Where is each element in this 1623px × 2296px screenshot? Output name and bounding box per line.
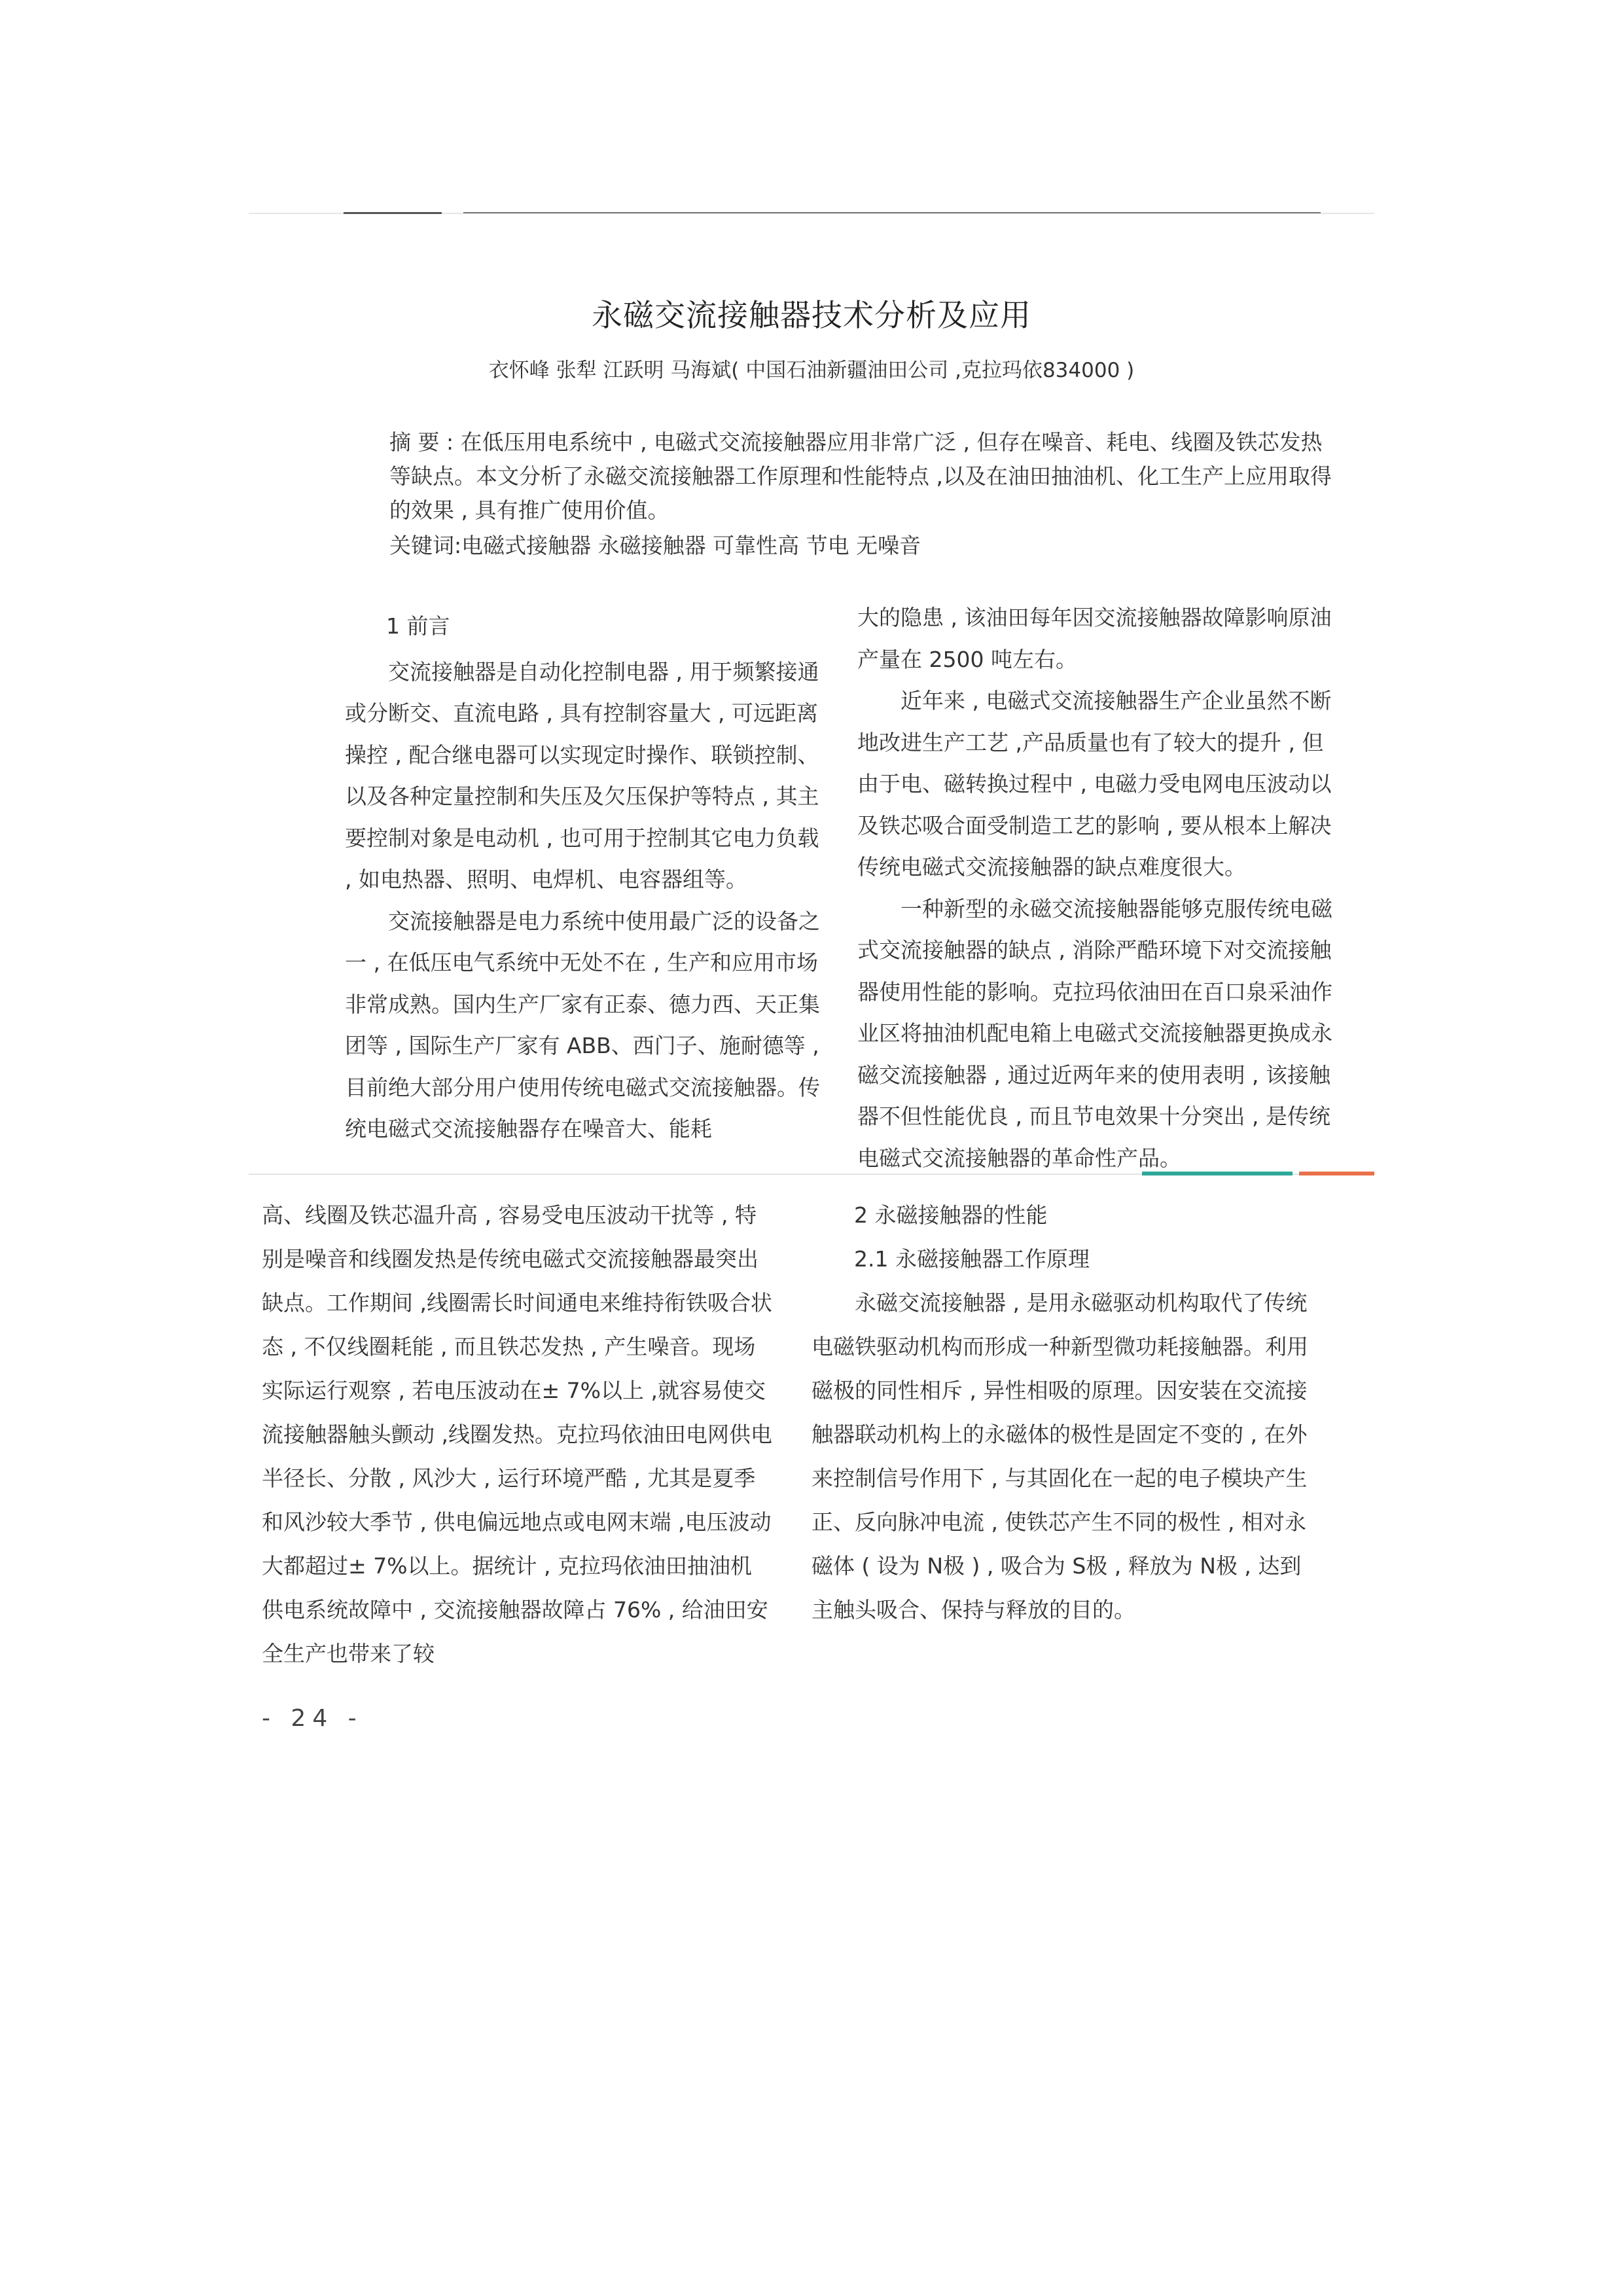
abstract-text: 摘 要 : 在低压用电系统中 , 电磁式交流接触器应用非常广泛 , 但存在噪音、耗电、线圈及铁芯发热等缺点。本文分析了永磁交流接触器工作原理和性能特点 ,以及在油田抽油机、化工生产上应用取得的效果 , 具有推广使用价值。 <box>389 429 1332 523</box>
abstract-block <box>389 425 1332 563</box>
header-rule-segment-left <box>344 212 442 214</box>
section-2-heading: 2 永磁接触器的性能 <box>854 1202 1048 1228</box>
column-upper-right <box>857 597 1338 1179</box>
paragraph: 交流接触器是自动化控制电器 , 用于频繁接通或分断交、直流电路 , 具有控制容量大 , 可远距离操控 , 配合继电器可以实现定时操作、联锁控制、以及各种定量控制和失压及欠压保护等特点 , 其主要控制对象是电动机 , 也可用于控制其它电力负载 , 如电热器、照明、电焊机、电容器组等。 <box>345 658 819 892</box>
accent-bar-teal <box>1142 1172 1293 1175</box>
section-2-1-heading: 2.1 永磁接触器工作原理 <box>854 1246 1090 1272</box>
paragraph: 近年来 , 电磁式交流接触器生产企业虽然不断地改进生产工艺 ,产品质量也有了较大的提升 , 但由于电、磁转换过程中 , 电磁力受电网电压波动以及铁芯吸合面受制造工艺的影响 , 要从根本上解决传统电磁式交流接触器的缺点难度很大。 <box>857 688 1332 880</box>
section-1-heading: 1 前言 <box>386 613 450 639</box>
keywords: 关键词:电磁式接触器 永磁接触器 可靠性高 节电 无噪音 <box>389 533 921 558</box>
article-title: 永磁交流接触器技术分析及应用 <box>592 298 1031 334</box>
column-lower-right <box>812 1193 1322 1632</box>
paragraph: 大的隐患 , 该油田每年因交流接触器故障影响原油产量在 2500 吨左右。 <box>857 605 1332 672</box>
header-rule-segment-right <box>463 212 1321 213</box>
paragraph: 永磁交流接触器 , 是用永磁驱动机构取代了传统电磁铁驱动机构而形成一种新型微功耗接触器。利用磁极的同性相斥 , 异性相吸的原理。因安装在交流接触器联动机构上的永磁体的极性是固定不变的 , 在外来控制信号作用下 , 与其固化在一起的电子模块产生正、反向脉冲电流 , 使铁芯产生不同的极性 , 相对永磁体 ( 设为 N极 ) , 吸合为 S极 , 释放为 N极 , 达到主触头吸合、保持与释放的目的。 <box>812 1290 1308 1623</box>
accent-bar-orange <box>1299 1172 1374 1175</box>
paragraph: 交流接触器是电力系统中使用最广泛的设备之一 , 在低压电气系统中无处不在 , 生产和应用市场非常成熟。国内生产厂家有正泰、德力西、天正集团等 , 国际生产厂家有 ABB、西门子、施耐德等 , 目前绝大部分用户使用传统电磁式交流接触器。传统电磁式交流接触器存在噪音大、能耗 <box>345 908 820 1141</box>
column-lower-left <box>262 1193 772 1676</box>
paragraph: 一种新型的永磁交流接触器能够克服传统电磁式交流接触器的缺点 , 消除严酷环境下对交流接触器使用性能的影响。克拉玛依油田在百口泉采油作业区将抽油机配电箱上电磁式交流接触器更换成永磁交流接触器 , 通过近两年来的使用表明 , 该接触器不但性能优良 , 而且节电效果十分突出 , 是传统电磁式交流接触器的革命性产品。 <box>857 895 1332 1171</box>
article-authors: 衣怀峰 张犁 江跃明 马海斌( 中国石油新疆油田公司 ,克拉玛依834000 ) <box>488 359 1135 382</box>
paragraph: 高、线圈及铁芯温升高 , 容易受电压波动干扰等 , 特别是噪音和线圈发热是传统电磁式交流接触器最突出缺点。工作期间 ,线圈需长时间通电来维持衔铁吸合状态 , 不仅线圈耗能 , 而且铁芯发热 , 产生噪音。现场实际运行观察 , 若电压波动在± 7%以上 ,就容易使交流接触器触头颤动 ,线圈发热。克拉玛依油田电网供电半径长、分散 , 风沙大 , 运行环境严酷 , 尤其是夏季和风沙较大季节 , 供电偏远地点或电网末端 ,电压波动大都超过± 7%以上。据统计 , 克拉玛依油田抽油机供电系统故障中 , 交流接触器故障占 76% , 给油田安全生产也带来了较 <box>262 1202 772 1666</box>
page-number: - 24 - <box>262 1705 363 1732</box>
column-upper-left <box>345 605 823 1150</box>
